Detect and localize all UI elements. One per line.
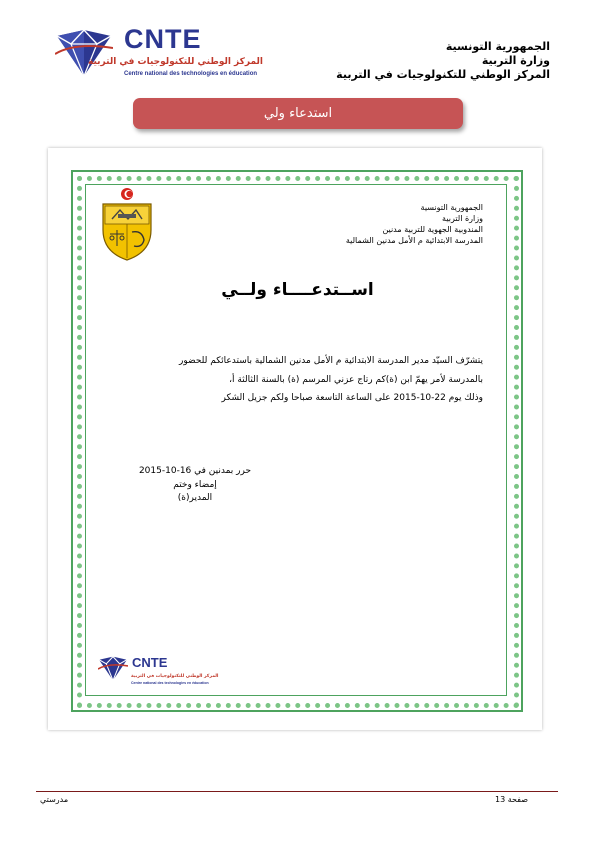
signature-role: المدير(ة) bbox=[177, 493, 213, 503]
admin-line-delegation: المندوبية الجهوية للتربية مدنين bbox=[382, 225, 483, 234]
admin-line-ministry: وزارة التربية bbox=[442, 214, 483, 223]
cnte-small-french: Centre national des technologies en éducation bbox=[131, 681, 209, 685]
body-line-1: يتشرّف السيّد مدير المدرسة الابتدائية م الأمل مدنين الشمالية باستدعائكم للحضور bbox=[179, 356, 483, 366]
cnte-small-arabic: المركز الوطني للتكنولوجيات في التربية bbox=[131, 674, 219, 679]
cnte-logo-icon bbox=[55, 26, 113, 78]
cnte-small-logo-icon bbox=[98, 654, 128, 682]
footer-divider bbox=[36, 791, 558, 792]
signature-label: إمضاء وختم bbox=[173, 480, 217, 490]
body-line-2: بالمدرسة لأمر يهمّ ابن (ة)كم رتاج عزني المرسم (ة) بالسنة الثالثة أ، bbox=[229, 375, 483, 385]
header-line-center: المركز الوطني للتكنولوجيات في التربية bbox=[336, 68, 550, 81]
admin-line-school: المدرسة الابتدائية م الأمل مدنين الشمالية bbox=[345, 236, 483, 245]
admin-line-republic: الجمهورية التونسية bbox=[420, 203, 483, 212]
footer-site-name: مدرستي bbox=[40, 795, 69, 804]
body-line-3: وذلك يوم 22-10-2015 على الساعة التاسعة صباحا ولكم جزيل الشكر bbox=[221, 393, 483, 403]
cnte-small-wordmark: CNTE bbox=[132, 655, 168, 670]
section-banner: استدعاء ولي bbox=[133, 98, 463, 129]
tunisia-coat-of-arms-icon bbox=[98, 186, 156, 262]
header-line-republic: الجمهورية التونسية bbox=[445, 40, 550, 53]
document-title: اســتدعــــاء ولــي bbox=[221, 280, 374, 300]
cnte-wordmark: CNTE bbox=[124, 24, 202, 54]
signature-date: حرر بمدنين في 16-10-2015 bbox=[138, 466, 252, 476]
page-number: صفحة 13 bbox=[495, 795, 529, 804]
cnte-arabic-name: المركز الوطني للتكنولوجيات في التربية bbox=[88, 57, 263, 67]
header-line-ministry: وزارة التربية bbox=[481, 54, 550, 67]
cnte-french-name: Centre national des technologies en éducation bbox=[124, 71, 258, 77]
